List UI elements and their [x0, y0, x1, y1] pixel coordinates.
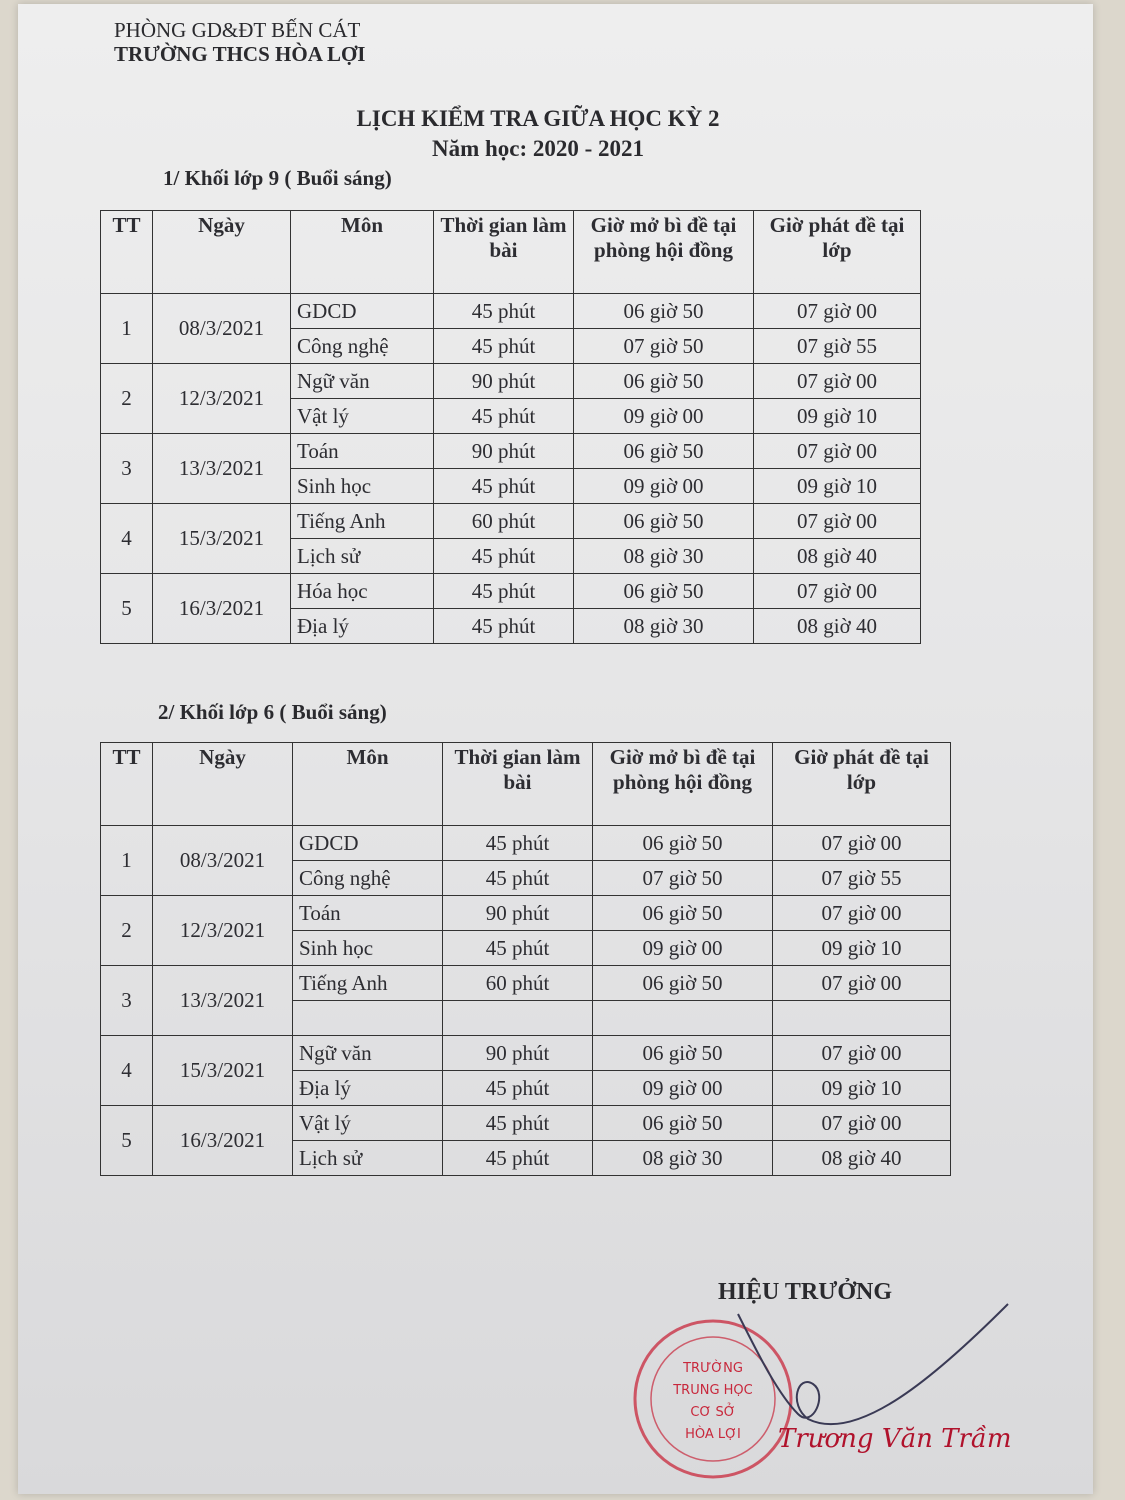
seal-line-3: CƠ SỞ — [690, 1405, 736, 1420]
subject-cell: Công nghệ — [293, 861, 443, 896]
duration-cell: 45 phút — [434, 469, 574, 504]
column-header: Môn — [293, 743, 443, 826]
duration-cell: 60 phút — [434, 504, 574, 539]
exam-date: 15/3/2021 — [153, 504, 291, 574]
open-time-cell: 06 giờ 50 — [574, 434, 754, 469]
table-row — [101, 1036, 951, 1071]
handout-time-cell: 09 giờ 10 — [773, 931, 951, 966]
open-time-cell: 09 giờ 00 — [574, 399, 754, 434]
column-header: TT — [101, 743, 153, 826]
duration-cell: 45 phút — [434, 294, 574, 329]
handout-time-cell: 08 giờ 40 — [773, 1141, 951, 1176]
subject-cell: Lịch sử — [293, 1141, 443, 1176]
table-row — [101, 434, 921, 469]
column-header: Giờ phát đề tại lớp — [773, 743, 951, 826]
handout-time-cell: 07 giờ 00 — [773, 826, 951, 861]
table-header-row — [101, 211, 921, 294]
row-number: 3 — [101, 966, 153, 1036]
row-number: 4 — [101, 1036, 153, 1106]
subject-cell: Địa lý — [291, 609, 434, 644]
table-row — [101, 896, 951, 931]
subject-cell: Ngữ văn — [291, 364, 434, 399]
table-row — [101, 826, 951, 861]
document-title — [268, 104, 808, 164]
duration-cell: 45 phút — [443, 1106, 593, 1141]
column-header: Giờ mở bì đề tại phòng hội đồng — [574, 211, 754, 294]
column-header: Thời gian làm bài — [434, 211, 574, 294]
duration-cell: 45 phút — [434, 574, 574, 609]
row-number: 3 — [101, 434, 153, 504]
header-organization — [114, 18, 365, 66]
handout-time-cell: 07 giờ 00 — [754, 434, 921, 469]
handout-time-cell: 07 giờ 00 — [773, 1036, 951, 1071]
handout-time-cell — [773, 1001, 951, 1036]
subject-cell: Ngữ văn — [293, 1036, 443, 1071]
handout-time-cell: 07 giờ 55 — [754, 329, 921, 364]
table-row — [101, 966, 951, 1001]
handout-time-cell: 08 giờ 40 — [754, 609, 921, 644]
title-year: Năm học: 2020 - 2021 — [431, 136, 645, 161]
duration-cell: 90 phút — [443, 896, 593, 931]
exam-date: 12/3/2021 — [153, 896, 293, 966]
handout-time-cell: 07 giờ 00 — [754, 364, 921, 399]
open-time-cell: 06 giờ 50 — [574, 364, 754, 399]
row-number: 1 — [101, 826, 153, 896]
handout-time-cell: 07 giờ 55 — [773, 861, 951, 896]
duration-cell: 90 phút — [434, 434, 574, 469]
column-header: Ngày — [153, 211, 291, 294]
exam-date: 13/3/2021 — [153, 966, 293, 1036]
open-time-cell: 08 giờ 30 — [574, 609, 754, 644]
handout-time-cell: 07 giờ 00 — [754, 504, 921, 539]
duration-cell: 45 phút — [443, 1141, 593, 1176]
subject-cell: Vật lý — [293, 1106, 443, 1141]
subject-cell: Tiếng Anh — [291, 504, 434, 539]
handout-time-cell: 07 giờ 00 — [754, 574, 921, 609]
exam-date: 08/3/2021 — [153, 294, 291, 364]
exam-date: 08/3/2021 — [153, 826, 293, 896]
open-time-cell: 08 giờ 30 — [574, 539, 754, 574]
column-header: Ngày — [153, 743, 293, 826]
column-header: Môn — [291, 211, 434, 294]
table-row — [101, 574, 921, 609]
row-number: 5 — [101, 574, 153, 644]
document-page — [18, 4, 1093, 1494]
duration-cell: 45 phút — [443, 1071, 593, 1106]
open-time-cell: 09 giờ 00 — [593, 1071, 773, 1106]
open-time-cell: 06 giờ 50 — [574, 574, 754, 609]
handout-time-cell: 07 giờ 00 — [773, 1106, 951, 1141]
seal-line-2: TRUNG HỌC — [673, 1383, 753, 1398]
column-header: Thời gian làm bài — [443, 743, 593, 826]
handout-time-cell: 09 giờ 10 — [773, 1071, 951, 1106]
section-1-title: 1/ Khối lớp 9 ( Buổi sáng) — [163, 166, 392, 190]
column-header: Giờ phát đề tại lớp — [754, 211, 921, 294]
row-number: 5 — [101, 1106, 153, 1176]
subject-cell: Hóa học — [291, 574, 434, 609]
duration-cell: 45 phút — [434, 609, 574, 644]
exam-date: 16/3/2021 — [153, 574, 291, 644]
subject-cell: Toán — [291, 434, 434, 469]
subject-cell: Vật lý — [291, 399, 434, 434]
handout-time-cell: 07 giờ 00 — [773, 896, 951, 931]
section-2-title: 2/ Khối lớp 6 ( Buổi sáng) — [158, 700, 387, 724]
open-time-cell: 06 giờ 50 — [593, 896, 773, 931]
schedule-table-grade-6 — [100, 742, 951, 1176]
open-time-cell: 09 giờ 00 — [593, 931, 773, 966]
column-header: TT — [101, 211, 153, 294]
exam-date: 12/3/2021 — [153, 364, 291, 434]
row-number: 2 — [101, 364, 153, 434]
table-row — [101, 294, 921, 329]
open-time-cell: 06 giờ 50 — [574, 294, 754, 329]
open-time-cell: 07 giờ 50 — [574, 329, 754, 364]
subject-cell — [293, 1001, 443, 1036]
subject-cell: Địa lý — [293, 1071, 443, 1106]
duration-cell: 90 phút — [443, 1036, 593, 1071]
subject-cell: Tiếng Anh — [293, 966, 443, 1001]
department-name: PHÒNG GD&ĐT BẾN CÁT — [114, 18, 361, 42]
subject-cell: Toán — [293, 896, 443, 931]
duration-cell: 60 phút — [443, 966, 593, 1001]
open-time-cell: 06 giờ 50 — [593, 1036, 773, 1071]
row-number: 1 — [101, 294, 153, 364]
row-number: 2 — [101, 896, 153, 966]
schedule-table-grade-9 — [100, 210, 921, 644]
handout-time-cell: 09 giờ 10 — [754, 469, 921, 504]
table-row — [101, 364, 921, 399]
duration-cell: 45 phút — [443, 931, 593, 966]
duration-cell: 90 phút — [434, 364, 574, 399]
duration-cell: 45 phút — [434, 399, 574, 434]
open-time-cell: 06 giờ 50 — [593, 1106, 773, 1141]
table-row — [101, 504, 921, 539]
row-number: 4 — [101, 504, 153, 574]
exam-date: 16/3/2021 — [153, 1106, 293, 1176]
open-time-cell: 06 giờ 50 — [593, 826, 773, 861]
subject-cell: Sinh học — [293, 931, 443, 966]
open-time-cell: 07 giờ 50 — [593, 861, 773, 896]
principal-name: Trương Văn Trầm — [778, 1424, 1012, 1454]
handout-time-cell: 07 giờ 00 — [773, 966, 951, 1001]
seal-line-4: HÒA LỢI — [685, 1427, 741, 1442]
open-time-cell — [593, 1001, 773, 1036]
duration-cell: 45 phút — [443, 826, 593, 861]
open-time-cell: 06 giờ 50 — [574, 504, 754, 539]
school-name: TRƯỜNG THCS HÒA LỢI — [114, 42, 366, 66]
subject-cell: Lịch sử — [291, 539, 434, 574]
handout-time-cell: 07 giờ 00 — [754, 294, 921, 329]
open-time-cell: 09 giờ 00 — [574, 469, 754, 504]
duration-cell: 45 phút — [434, 329, 574, 364]
open-time-cell: 06 giờ 50 — [593, 966, 773, 1001]
exam-date: 13/3/2021 — [153, 434, 291, 504]
duration-cell — [443, 1001, 593, 1036]
column-header: Giờ mở bì đề tại phòng hội đồng — [593, 743, 773, 826]
table-header-row — [101, 743, 951, 826]
subject-cell: GDCD — [293, 826, 443, 861]
subject-cell: GDCD — [291, 294, 434, 329]
exam-date: 15/3/2021 — [153, 1036, 293, 1106]
handout-time-cell: 09 giờ 10 — [754, 399, 921, 434]
seal-line-1: TRƯỜNG — [683, 1361, 743, 1376]
principal-title: HIỆU TRƯỞNG — [718, 1279, 893, 1305]
subject-cell: Công nghệ — [291, 329, 434, 364]
handout-time-cell: 08 giờ 40 — [754, 539, 921, 574]
subject-cell: Sinh học — [291, 469, 434, 504]
open-time-cell: 08 giờ 30 — [593, 1141, 773, 1176]
table-row — [101, 1106, 951, 1141]
duration-cell: 45 phút — [443, 861, 593, 896]
title-main: LỊCH KIỂM TRA GIỮA HỌC KỲ 2 — [356, 106, 720, 131]
duration-cell: 45 phút — [434, 539, 574, 574]
